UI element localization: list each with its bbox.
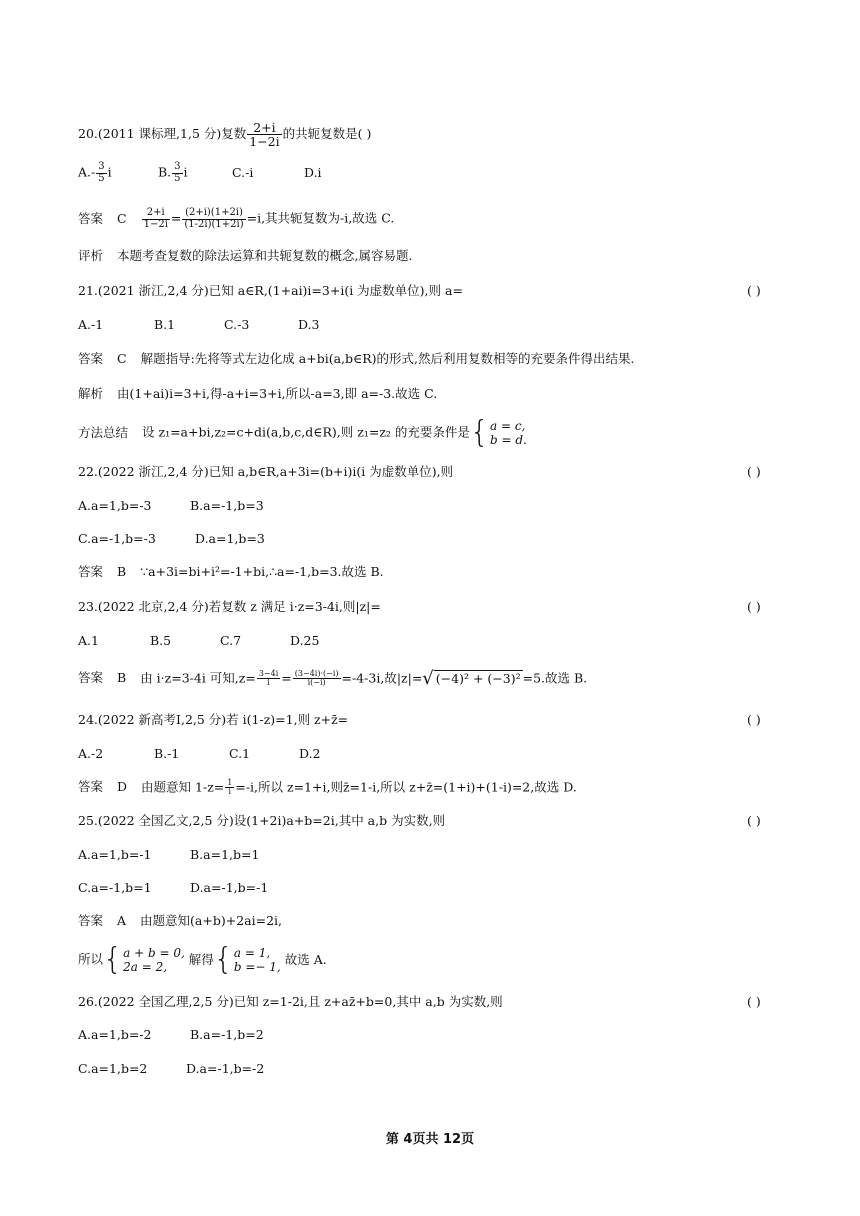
q24-options: A.-2 B.-1 C.1 D.2 <box>78 746 321 761</box>
q25-answer: 答案 A 由题意知(a+b)+2ai=2i, <box>78 913 283 928</box>
q20-option-b: B. $\frac{3}{5}$ i <box>158 161 188 184</box>
q20-option-c: C.-i <box>232 164 254 180</box>
q22-answer: 答案 B ∵a+3i=bi+i²=-1+bi,∴a=-1,b=3.故选 B. <box>78 564 384 579</box>
q23-answer: 答案 B 由 i·z=3-4i 可知,z= $\frac{3-4i}{i}$ = $\frac{(3-4i)\cdot(-i)}{i(-i)}$ =-4-3i,故|z|= √ (−4)² + (−3)² =5.故选 B. <box>78 667 588 689</box>
q21-options: A.-1 B.1 C.-3 D.3 <box>78 317 320 332</box>
q20-answer: 答案 C $\frac{2+i}{1-2i}$ = $\frac{(2+i)(1+2i)}{(1-2i)(1+2i)}$ =i,其共轭复数为-i,故选 C. <box>78 207 395 230</box>
q23-sqrt: √ (−4)² + (−3)² <box>422 667 521 689</box>
q20-fraction: $\frac{2+i}{1-2i}$ <box>249 120 280 150</box>
q24-answer-blank: ( ) <box>747 712 761 727</box>
q25-answer-blank: ( ) <box>747 813 761 828</box>
q25-options-row2: C.a=-1,b=1 D.a=-1,b=-1 <box>78 880 269 895</box>
page-footer: 第 4页共 12页 <box>385 1132 475 1147</box>
q25-solution: 所以 { a + b = 0, 2a = 2, 解得 { a = 1, b =− 1, 故选 A. <box>78 942 327 977</box>
q26-options-row2: C.a=1,b=2 D.a=-1,b=-2 <box>78 1061 265 1076</box>
q20-option-a: A.- $\frac{3}{5}$ i <box>78 161 112 184</box>
q20-option-d: D.i <box>304 164 322 180</box>
q20-options <box>78 162 322 184</box>
q20-stem: 20.(2011 课标理,1,5 分)复数 $\frac{2+i}{1-2i}$ 的共轭复数是( ) <box>78 120 372 150</box>
q22-options-row2: C.a=-1,b=-3 D.a=1,b=3 <box>78 531 265 546</box>
q25-options-row1: A.a=1,b=-1 B.a=1,b=1 <box>78 847 260 862</box>
q21-solution: 解析 由(1+ai)i=3+i,得-a+i=3+i,所以-a=3,即 a=-3.故选 C. <box>78 386 438 401</box>
q22-options-row1: A.a=1,b=-3 B.a=-1,b=3 <box>78 498 264 513</box>
q23-stem: 23.(2022 北京,2,4 分)若复数 z 满足 i·z=3-4i,则|z|= <box>78 599 381 614</box>
q26-stem: 26.(2022 全国乙理,2,5 分)已知 z=1-2i,且 z+az̄+b=0,其中 a,b 为实数,则 <box>78 994 503 1009</box>
q23-options: A.1 B.5 C.7 D.25 <box>78 633 320 648</box>
q24-answer: 答案 D 由题意知 1-z= $\frac{1}{i}$ =-i,所以 z=1+i,则z̄=1-i,所以 z+z̄=(1+i)+(1-i)=2,故选 D. <box>78 778 577 797</box>
q21-method: 方法总结 设 z₁=a+bi,z₂=c+di(a,b,c,d∈R),则 z₁=z₂ 的充要条件是 { a = c, b = d. <box>78 415 527 450</box>
q21-answer: 答案 C 解题指导:先将等式左边化成 a+bi(a,b∈R)的形式,然后利用复数相等的充要条件得出结果. <box>78 351 635 366</box>
q20-review: 评析 本题考查复数的除法运算和共轭复数的概念,属容易题. <box>78 248 413 263</box>
q23-answer-blank: ( ) <box>747 599 761 614</box>
q22-answer-blank: ( ) <box>747 464 761 479</box>
q21-stem: 21.(2021 浙江,2,4 分)已知 a∈R,(1+ai)i=3+i(i 为虚数单位),则 a= <box>78 283 463 298</box>
q21-answer-blank: ( ) <box>747 283 761 298</box>
q26-answer-blank: ( ) <box>747 994 761 1009</box>
q25-stem: 25.(2022 全国乙文,2,5 分)设(1+2i)a+b=2i,其中 a,b 为实数,则 <box>78 813 446 828</box>
q26-options-row1: A.a=1,b=-2 B.a=-1,b=2 <box>78 1027 264 1042</box>
q22-stem: 22.(2022 浙江,2,4 分)已知 a,b∈R,a+3i=(b+i)i(i 为虚数单位),则 <box>78 464 454 479</box>
q24-stem: 24.(2022 新高考Ⅰ,2,5 分)若 i(1-z)=1,则 z+z̄= <box>78 712 349 727</box>
